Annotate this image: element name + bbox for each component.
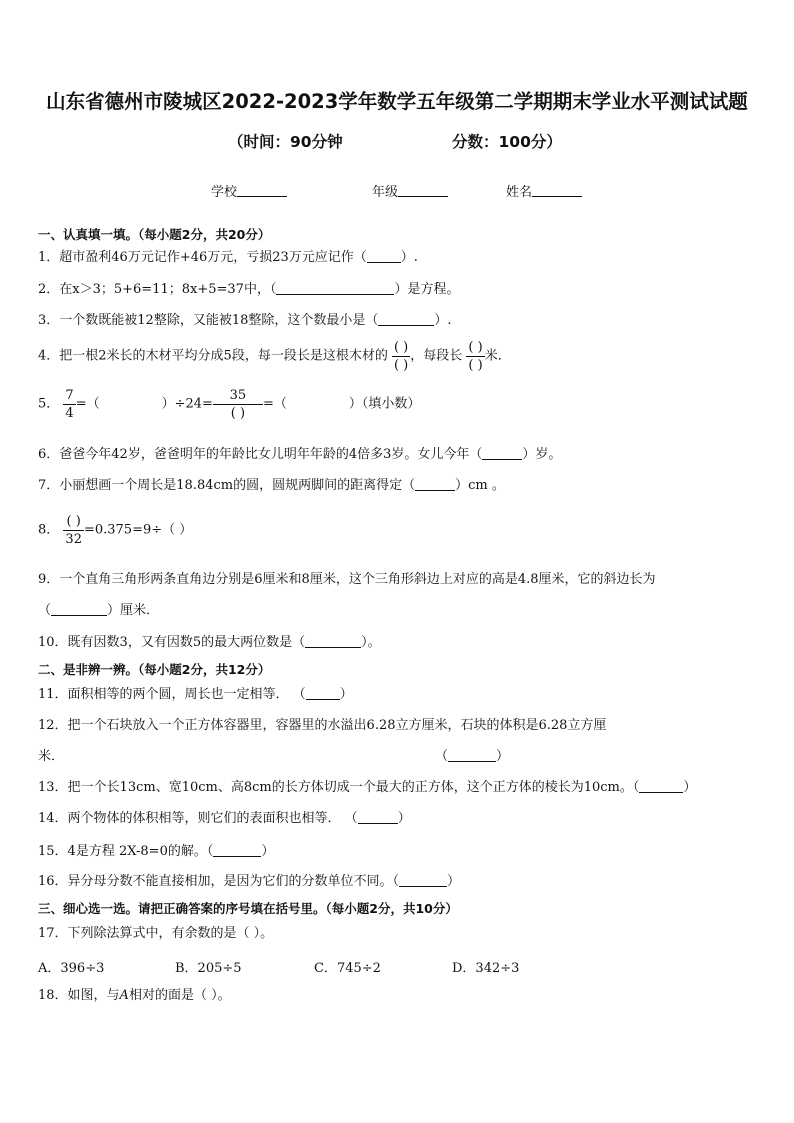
question-9-line-1: 9．一个直角三角形两条直角边分别是6厘米和8厘米，这个三角形斜边上对应的高是4.8厘米，它的斜边长为 (38, 572, 656, 587)
question-4: 4．把一根2米长的木材平均分成5段，每一段长是这根木材的 $\frac{( )}{( )}$ ，每段长 $\frac{( )}{( )}$ 米． (38, 340, 511, 373)
question-8: 8． $\frac{( )}{32}$ =0.375=9÷（ ） (38, 514, 193, 547)
fraction-over-32[interactable]: $\frac{( )}{32}$ (65, 514, 82, 547)
exam-title: 山东省德州市陵城区2022-2023学年数学五年级第二学期期末学业水平测试试题 (46, 90, 748, 113)
option-d[interactable]: D．342÷3 (452, 961, 520, 976)
question-1: 1．超市盈利46万元记作+46万元，亏损23万元应记作（ ）. (38, 250, 418, 265)
exam-score: 分数：100分） (452, 133, 562, 151)
question-10: 10．既有因数3，又有因数5的最大两位数是（ ）。 (38, 635, 381, 650)
section-2-heading: 二、是非辨一辨。（每小题2分，共12分） (38, 662, 271, 677)
school-field (211, 181, 287, 200)
question-5: 5． $\frac{7}{4}$ =（ ）÷24= $\frac{35}{( )}$ =（ ）（填小数） (38, 388, 421, 421)
answer-blank[interactable] (448, 749, 496, 762)
answer-blank[interactable] (415, 478, 455, 491)
question-17: 17．下列除法算式中，有余数的是（ ）。 (38, 926, 274, 941)
option-a[interactable]: A．396÷3 (38, 961, 105, 976)
school-blank[interactable] (237, 184, 287, 197)
name-field (506, 181, 582, 200)
question-12-answer: （ ） (435, 749, 510, 764)
fraction-blank[interactable]: $\frac{( )}{( )}$ (468, 340, 483, 373)
section-3-heading: 三、细心选一选。请把正确答案的序号填在括号里。（每小题2分，共10分） (38, 901, 458, 916)
question-14: 14．两个物体的体积相等，则它们的表面积也相等． （ ） (38, 811, 411, 826)
answer-blank[interactable] (306, 687, 340, 700)
option-c[interactable]: C．745÷2 (314, 961, 381, 976)
question-9-line-2: （ ）厘米． (38, 603, 160, 618)
fraction-35[interactable]: $\frac{35}{( )}$ (213, 387, 263, 422)
question-16: 16．异分母分数不能直接相加，是因为它们的分数单位不同。（ ） (38, 874, 461, 889)
option-b[interactable]: B．205÷5 (175, 961, 242, 976)
fraction-7-4: $\frac{7}{4}$ (65, 388, 74, 421)
section-1-heading: 一、认真填一填。（每小题2分，共20分） (38, 227, 271, 242)
answer-blank[interactable] (367, 250, 401, 263)
face-a-label: A (119, 988, 129, 1003)
answer-blank[interactable] (305, 635, 361, 648)
exam-time: （时间：90分钟 (228, 133, 343, 151)
grade-label: 年级 (372, 185, 399, 200)
question-11: 11．面积相等的两个圆，周长也一定相等． （ ） (38, 687, 353, 702)
name-blank[interactable] (532, 184, 582, 197)
school-label: 学校 (211, 185, 238, 200)
fraction-blank[interactable]: $\frac{( )}{( )}$ (393, 340, 409, 373)
answer-blank[interactable] (482, 447, 522, 460)
question-15: 15．4是方程 2X-8=0的解。（ ） (38, 844, 275, 859)
question-6: 6．爸爸今年42岁，爸爸明年的年龄比女儿明年年龄的4倍多3岁。女儿今年（ ）岁。 (38, 447, 562, 462)
answer-blank[interactable] (213, 844, 261, 857)
question-18: 18．如图，与A相对的面是（ ）。 (38, 988, 231, 1003)
answer-blank[interactable] (639, 780, 683, 793)
question-2: 2．在x＞3；5+6=11；8x+5=37中，（ ）是方程。 (38, 282, 460, 297)
question-7: 7．小丽想画一个周长是18.84cm的圆，圆规两脚间的距离得定（ ）cm 。 (38, 478, 505, 493)
question-13: 13．把一个长13cm、宽10cm、高8cm的长方体切成一个最大的正方体，这个正方体的棱长为10cm。（ ） (38, 780, 697, 795)
grade-field (372, 181, 448, 200)
answer-blank[interactable] (399, 874, 447, 887)
answer-blank[interactable] (51, 603, 107, 616)
question-12-line-1: 12．把一个石块放入一个正方体容器里，容器里的水溢出6.28立方厘米，石块的体积是6.28立方厘 (38, 718, 607, 733)
name-label: 姓名 (506, 185, 533, 200)
question-3: 3．一个数既能被12整除，又能被18整除，这个数最小是（ ）. (38, 313, 452, 328)
answer-blank[interactable] (378, 313, 434, 326)
grade-blank[interactable] (398, 184, 448, 197)
answer-blank[interactable] (358, 811, 398, 824)
answer-blank[interactable] (276, 282, 394, 295)
question-12-line-2: 米． (38, 749, 65, 764)
